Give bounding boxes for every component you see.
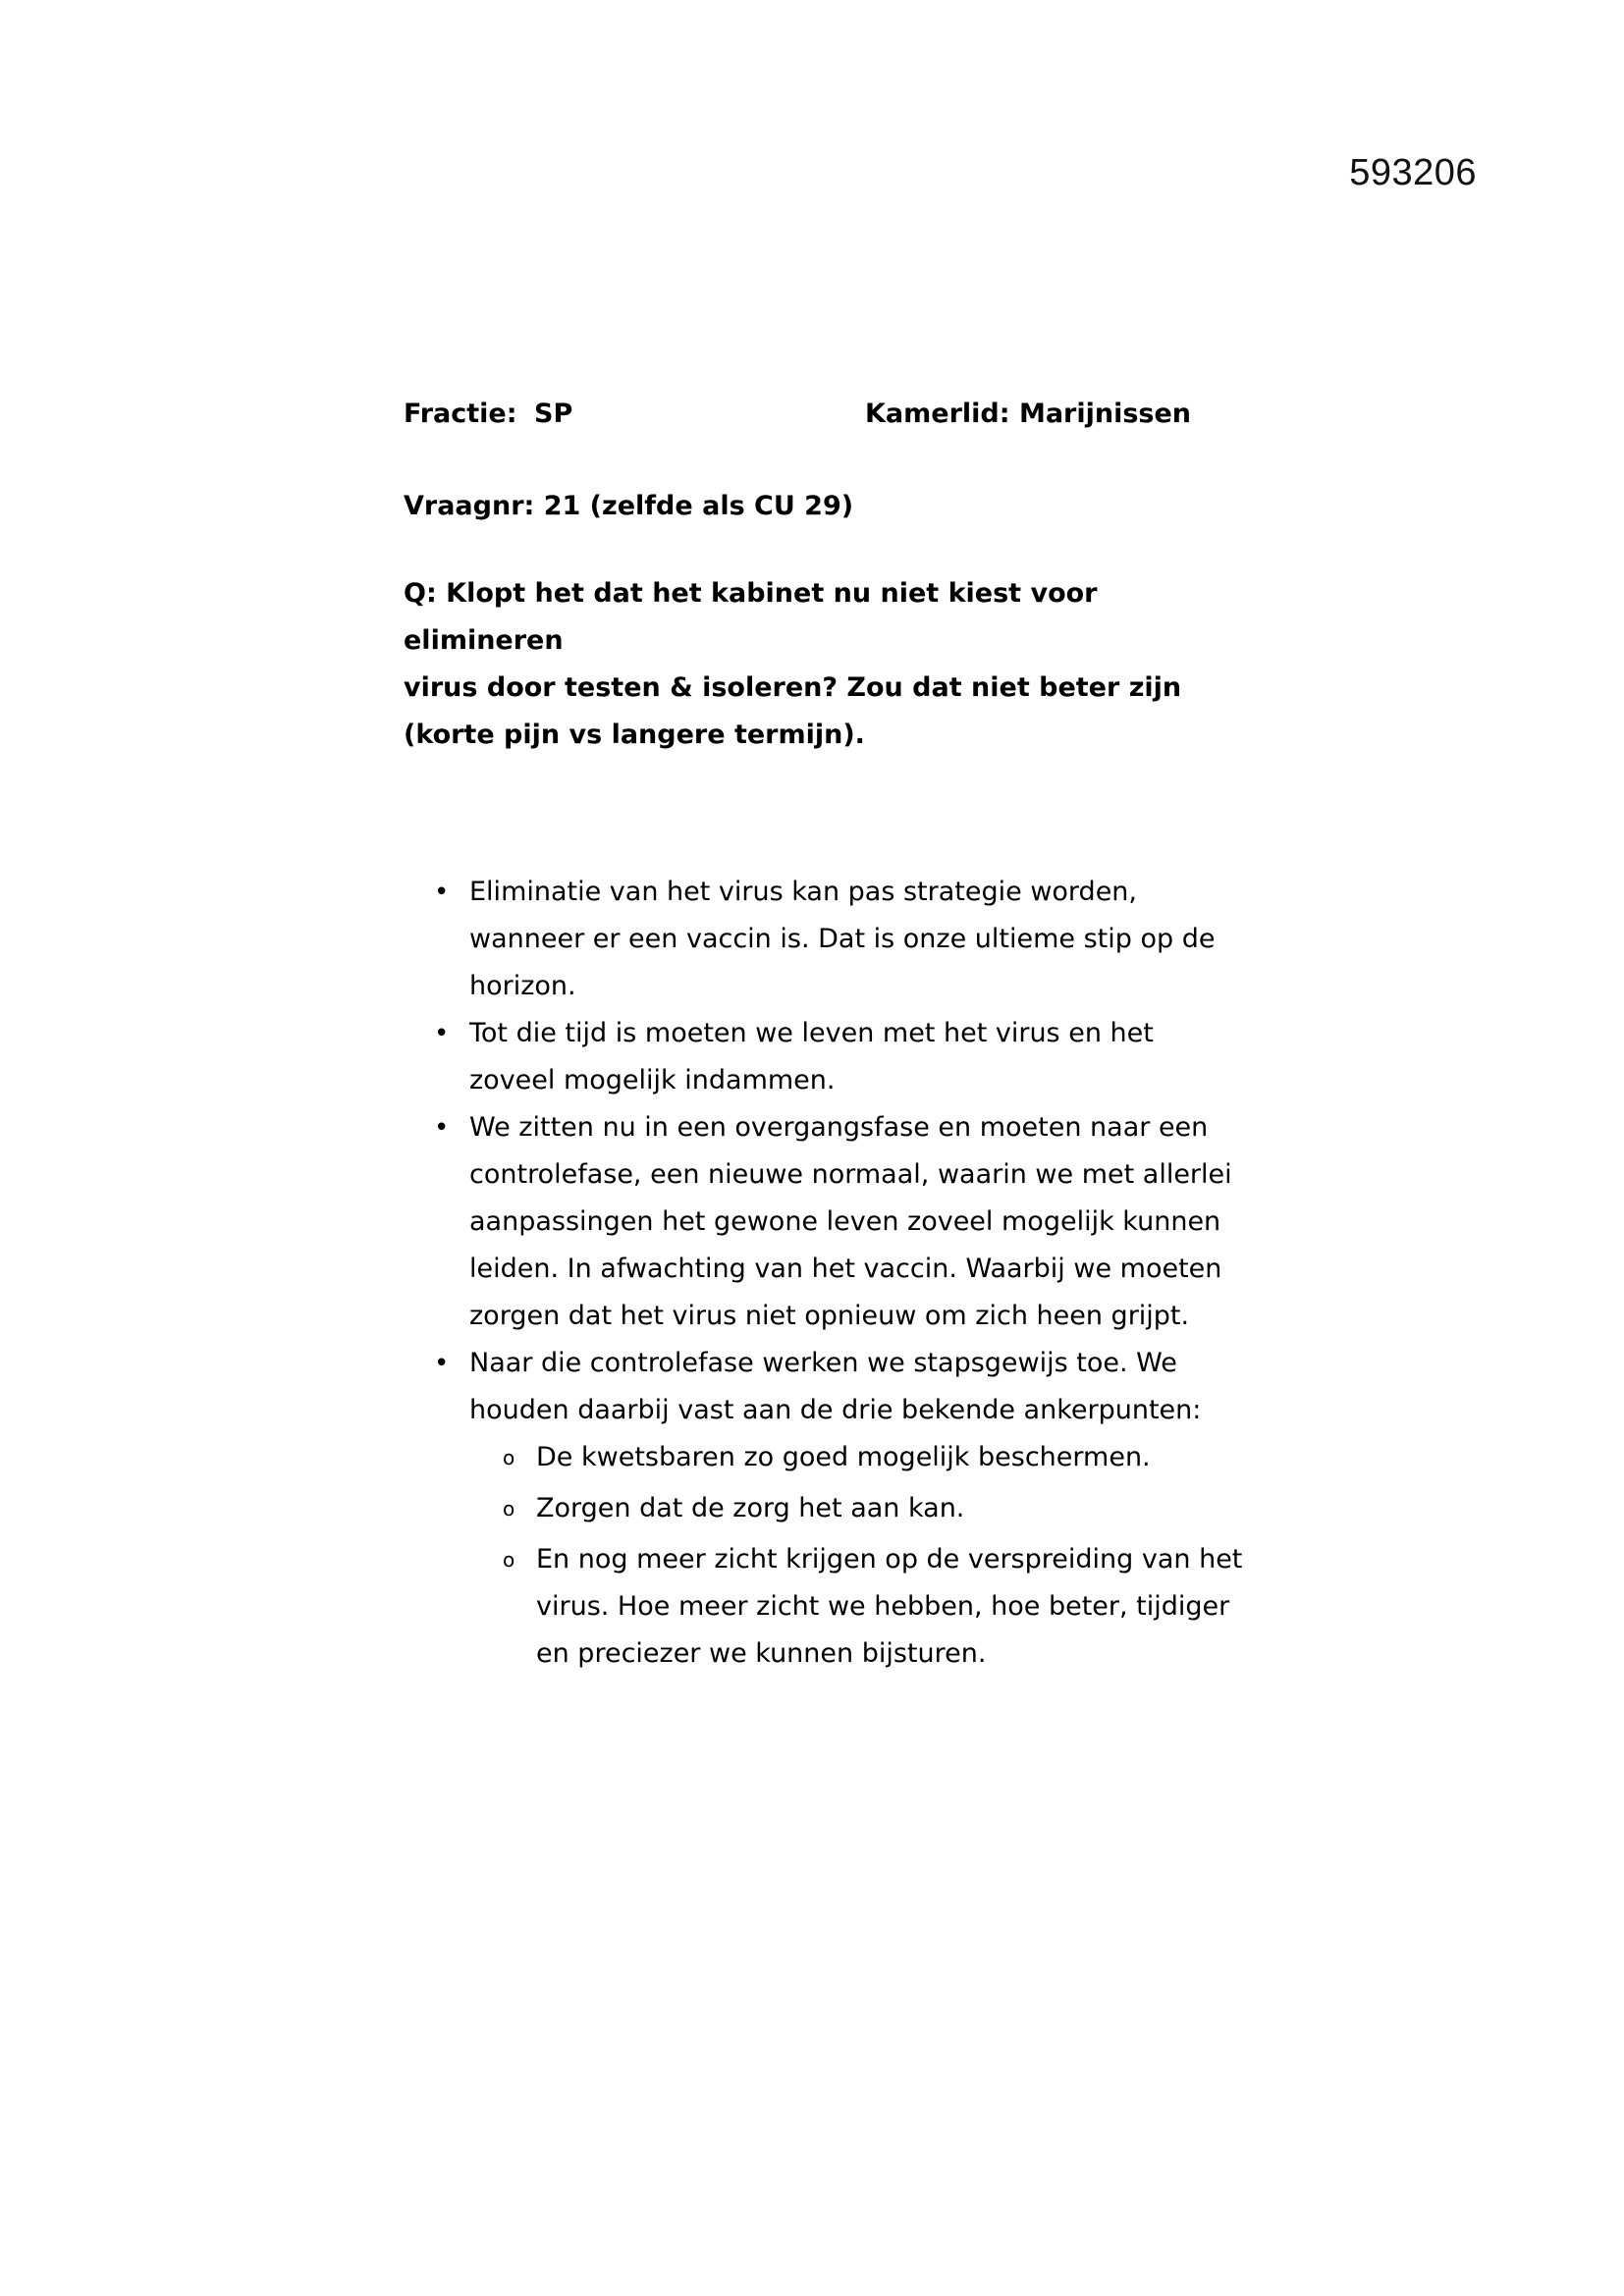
answer-line: Eliminatie van het virus kan pas strategie worden, bbox=[469, 877, 1137, 907]
sub-answer-line: en preciezer we kunnen bijsturen. bbox=[536, 1638, 987, 1669]
sub-answer-line: En nog meer zicht krijgen op de verspreiding van het bbox=[536, 1544, 1243, 1575]
bullet-icon: • bbox=[434, 1349, 450, 1378]
kamerlid-value: Marijnissen bbox=[1018, 399, 1192, 429]
question-line: Q: Klopt het dat het kabinet nu niet kiest voor elimineren bbox=[404, 578, 1098, 656]
answer-list bbox=[404, 869, 1248, 1678]
answer-line: wanneer er een vaccin is. Dat is onze ultieme stip op de bbox=[469, 924, 1216, 954]
sub-answer-list bbox=[469, 1434, 1248, 1678]
answer-line: aanpassingen het gewone leven zoveel mogelijk kunnen bbox=[469, 1206, 1221, 1237]
answer-line: Naar die controlefase werken we stapsgewijs toe. We bbox=[469, 1348, 1177, 1378]
answer-line: We zitten nu in een overgangsfase en moeten naar een bbox=[469, 1112, 1209, 1143]
answer-line: Tot die tijd is moeten we leven met het virus en het bbox=[469, 1018, 1154, 1048]
circle-bullet-icon: o bbox=[503, 1548, 515, 1572]
answer-line: zoveel mogelijk indammen. bbox=[469, 1065, 836, 1095]
question-number: Vraagnr: 21 (zelfde als CU 29) bbox=[404, 491, 854, 521]
fractie-field bbox=[404, 399, 572, 429]
sub-answer-line: Zorgen dat de zorg het aan kan. bbox=[536, 1493, 965, 1523]
question-line: virus door testen & isoleren? Zou dat niet beter zijn bbox=[404, 672, 1182, 703]
answer-item bbox=[434, 1340, 1248, 1678]
document-number: 593206 bbox=[1349, 152, 1477, 193]
fractie-label: Fractie: bbox=[404, 399, 517, 429]
kamerlid-field bbox=[865, 399, 1191, 429]
sub-answer-line: virus. Hoe meer zicht we hebben, hoe beter, tijdiger bbox=[536, 1591, 1230, 1622]
bullet-icon: • bbox=[434, 878, 450, 907]
answer-item bbox=[434, 1010, 1248, 1104]
question-line: (korte pijn vs langere termijn). bbox=[404, 720, 865, 750]
answer-line: zorgen dat het virus niet opnieuw om zich heen grijpt. bbox=[469, 1301, 1190, 1331]
answer-item bbox=[434, 869, 1248, 1010]
answer-line: horizon. bbox=[469, 971, 576, 1001]
header-row bbox=[404, 399, 1248, 438]
bullet-icon: • bbox=[434, 1019, 450, 1048]
answer-line: leiden. In afwachting van het vaccin. Waarbij we moeten bbox=[469, 1254, 1222, 1284]
answer-line: houden daarbij vast aan de drie bekende ankerpunten: bbox=[469, 1395, 1202, 1425]
answer-item bbox=[434, 1104, 1248, 1340]
question-text bbox=[404, 570, 1258, 759]
sub-answer-line: De kwetsbaren zo goed mogelijk beschermen. bbox=[536, 1442, 1151, 1472]
sub-answer-item bbox=[503, 1485, 1248, 1532]
sub-answer-item bbox=[503, 1536, 1248, 1678]
bullet-icon: • bbox=[434, 1113, 450, 1143]
sub-answer-item bbox=[503, 1434, 1248, 1481]
fractie-value: SP bbox=[534, 399, 573, 429]
circle-bullet-icon: o bbox=[503, 1446, 515, 1469]
kamerlid-label: Kamerlid: bbox=[865, 399, 1010, 429]
circle-bullet-icon: o bbox=[503, 1497, 515, 1521]
document-body bbox=[404, 399, 1248, 1682]
answer-line: controlefase, een nieuwe normaal, waarin we met allerlei bbox=[469, 1159, 1232, 1190]
